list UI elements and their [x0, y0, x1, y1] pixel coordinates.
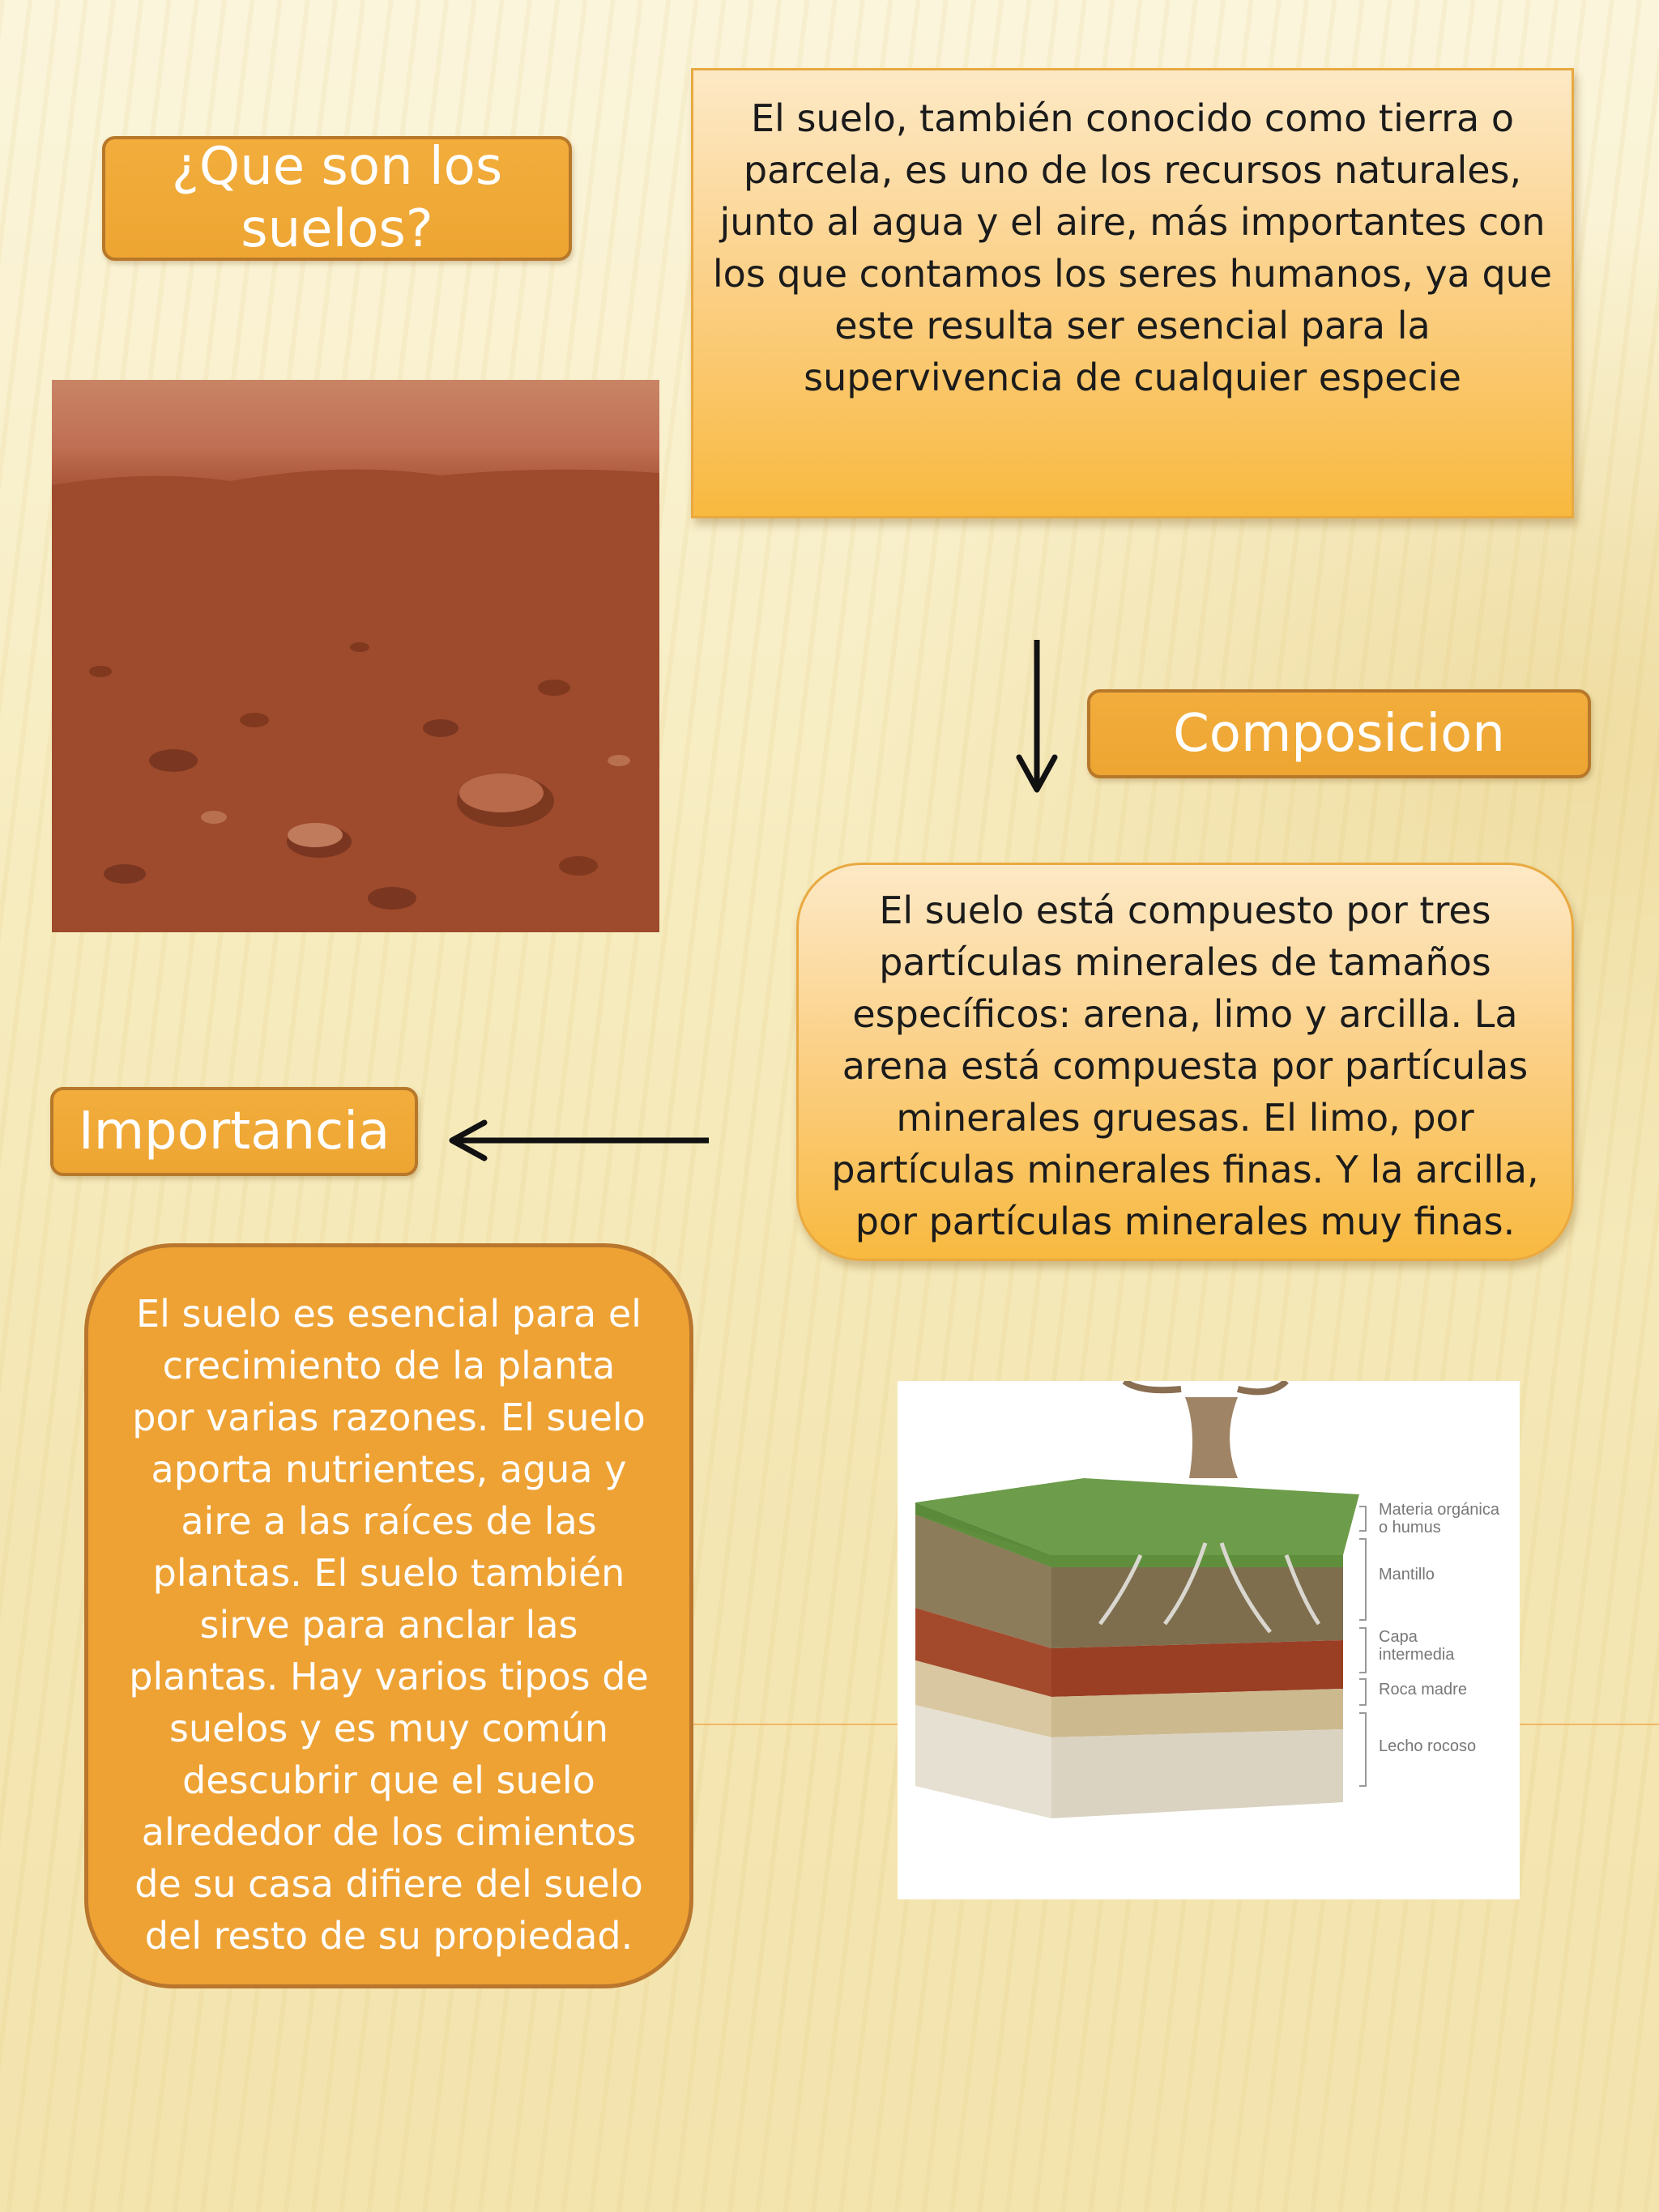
text-line: los que contamos los seres humanos, ya que [712, 252, 1553, 296]
text-line: plantas. Hay varios tipos de [129, 1655, 649, 1698]
text-line: por varias razones. El suelo [132, 1396, 646, 1439]
soil-layers-diagram [898, 1381, 1520, 1899]
text-line: este resulta ser esencial para la [834, 304, 1431, 347]
legend-capa: Capa [1379, 1628, 1418, 1646]
composition-text-box [796, 863, 1574, 1261]
rocks-illustration [52, 380, 659, 932]
text-line: minerales gruesas. El limo, por [896, 1096, 1474, 1140]
text-line: descubrir que el suelo [182, 1758, 595, 1802]
text-line: del resto de su propiedad. [144, 1914, 633, 1958]
title-importancia [50, 1087, 418, 1176]
text-line: supervivencia de cualquier especie [804, 356, 1461, 399]
text-line: aporta nutrientes, agua y [151, 1447, 627, 1491]
title-line-2: suelos? [241, 199, 433, 259]
title-que-son-los-suelos [102, 136, 572, 261]
definition-text-box [691, 68, 1574, 518]
text-line: por partículas minerales muy finas. [855, 1200, 1516, 1243]
legend-intermedia: intermedia [1379, 1646, 1455, 1664]
title-line-1: ¿Que son los [171, 137, 503, 198]
legend-materia-organica: Materia orgánica [1379, 1501, 1499, 1519]
text-line: El suelo, también conocido como tierra o [750, 96, 1514, 140]
text-line: arena está compuesta por partículas [842, 1044, 1529, 1088]
arrow-left-icon [446, 1116, 713, 1165]
title-composicion [1087, 689, 1591, 778]
text-line: alrededor de los cimientos [141, 1810, 637, 1854]
legend-roca-madre: Roca madre [1379, 1681, 1467, 1698]
text-line: crecimiento de la planta [162, 1344, 616, 1387]
legend-o-humus: o humus [1379, 1519, 1441, 1536]
arrow-down-icon [1004, 636, 1069, 798]
text-line: junto al agua y el aire, más importantes con [719, 200, 1546, 244]
importance-text-box [84, 1243, 693, 1988]
text-line: partículas minerales finas. Y la arcilla, [831, 1148, 1539, 1191]
text-line: plantas. El suelo también [152, 1551, 625, 1595]
title-composicion-label: Composicion [1173, 703, 1505, 764]
text-line: El suelo está compuesto por tres [879, 889, 1491, 932]
text-line: de su casa difiere del suelo [134, 1862, 643, 1906]
text-line: sirve para anclar las [199, 1603, 578, 1647]
text-line: El suelo es esencial para el [136, 1292, 642, 1336]
text-line: partículas minerales de tamaños [879, 940, 1491, 984]
text-line: parcela, es uno de los recursos naturales, [743, 148, 1522, 192]
soil-block-illustration [898, 1381, 1520, 1899]
soil-landscape-photo [52, 380, 659, 932]
legend-lecho-rocoso: Lecho rocoso [1379, 1737, 1477, 1755]
title-importancia-label: Importancia [78, 1101, 390, 1161]
legend-mantillo: Mantillo [1379, 1566, 1435, 1583]
text-line: específicos: arena, limo y arcilla. La [852, 992, 1518, 1036]
text-line: suelos y es muy común [168, 1707, 609, 1750]
text-line: aire a las raíces de las [181, 1499, 597, 1543]
